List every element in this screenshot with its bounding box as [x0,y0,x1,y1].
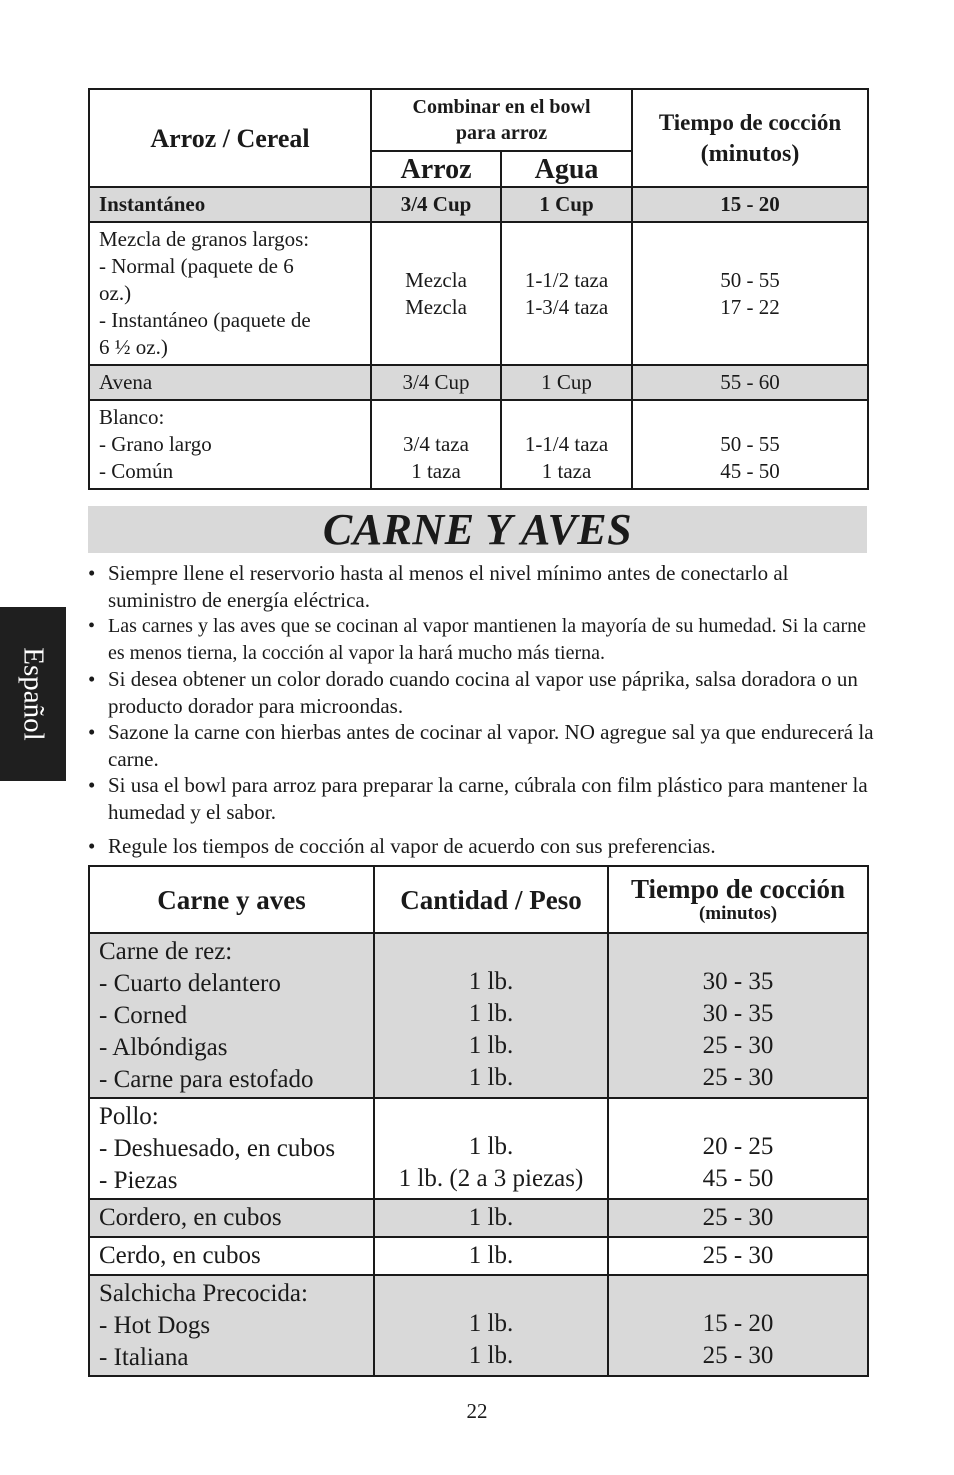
meat-header-time-line2: (minutos) [698,902,778,924]
table-row [89,1098,868,1199]
page-number: 22 [466,1399,488,1423]
rice-cell-rice: 3/4 taza 1 taza [371,400,501,489]
table-row [89,1199,868,1237]
rice-header-time-line2: (minutos) [700,140,800,167]
meat-cell-name: Pollo: - Deshuesado, en cubos - Piezas [89,1098,374,1199]
meat-cell-time: 15 - 20 25 - 30 [608,1275,868,1376]
meat-header-time [608,866,868,933]
rice-cell-name: Mezcla de granos largos: - Normal (paquete de 6 oz.) - Instantáneo (paquete de 6 ½ oz.) [89,222,371,365]
meat-cell-name: Cordero, en cubos [89,1199,374,1237]
section-title: CARNE Y AVES [322,505,633,554]
list-item: • Regule los tiempos de cocción al vapor de acuerdo con sus preferencias. [88,833,878,860]
meat-header-time-line1: Tiempo de cocción [631,873,845,904]
rice-cell-water: 1-1/4 taza 1 taza [501,400,632,489]
meat-header-category: Carne y aves [89,866,374,933]
meat-cell-time: 30 - 35 30 - 35 25 - 30 25 - 30 [608,933,868,1098]
rice-cell-water: 1-1/2 taza 1-3/4 taza [501,222,632,365]
list-item: • Las carnes y las aves que se cocinan al vapor mantienen la mayoría de su humedad. Si la carne es menos tierna, la cocción al vapor la hará mucho más tierna. [88,613,878,666]
list-item: • Si desea obtener un color dorado cuando cocina al vapor use páprika, salsa doradora o un producto dorador para microondas. [88,666,878,719]
meat-cell-qty: 1 lb. [374,1237,608,1275]
list-item: • Siempre llene el reservorio hasta al menos el nivel mínimo antes de conectarlo al suministro de energía eléctrica. [88,560,878,613]
rice-header-combine-line2: para arroz [455,122,548,144]
meat-cell-qty: 1 lb. 1 lb. [374,1275,608,1376]
rice-header-rice: Arroz [371,151,501,187]
language-label: Español [17,647,50,741]
rice-cell-time: 50 - 55 45 - 50 [632,400,868,489]
rice-cell-rice: Mezcla Mezcla [371,222,501,365]
rice-cell-time: 50 - 55 17 - 22 [632,222,868,365]
rice-header-category: Arroz / Cereal [89,89,371,187]
language-side-tab [0,607,66,781]
list-item: • Si usa el bowl para arroz para preparar la carne, cúbrala con film plástico para mantener la humedad y el sabor. [88,772,878,825]
table-row [89,933,868,1098]
meat-header-quantity: Cantidad / Peso [374,866,608,933]
rice-cell-name: Avena [89,365,371,400]
rice-cell-name: Blanco: - Grano largo - Común [89,400,371,489]
rice-cell-time: 15 - 20 [632,187,868,222]
meat-poultry-table [88,865,869,1377]
table-row [89,365,868,400]
table-row [89,1237,868,1275]
table-row [89,187,868,222]
rice-header-time [632,89,868,187]
section-banner [88,506,867,553]
meat-cell-qty: 1 lb. 1 lb. 1 lb. 1 lb. [374,933,608,1098]
tips-list [88,560,878,860]
meat-cell-time: 25 - 30 [608,1237,868,1275]
table-row [89,400,868,489]
rice-cell-rice: 3/4 Cup [371,365,501,400]
rice-cell-name: Instantáneo [89,187,371,222]
rice-cell-water: 1 Cup [501,365,632,400]
list-item: • Sazone la carne con hierbas antes de cocinar al vapor. NO agregue sal ya que endurecerá la carne. [88,719,878,772]
table-row [89,222,868,365]
meat-cell-time: 25 - 30 [608,1199,868,1237]
meat-cell-time: 20 - 25 45 - 50 [608,1098,868,1199]
rice-header-time-line1: Tiempo de cocción [658,109,842,135]
meat-cell-name: Salchicha Precocida: - Hot Dogs - Italiana [89,1275,374,1376]
meat-cell-name: Carne de rez: - Cuarto delantero - Corned - Albóndigas - Carne para estofado [89,933,374,1098]
rice-cell-water: 1 Cup [501,187,632,222]
rice-header-combine [371,89,632,151]
meat-cell-qty: 1 lb. 1 lb. (2 a 3 piezas) [374,1098,608,1199]
meat-cell-qty: 1 lb. [374,1199,608,1237]
rice-cereal-table [88,88,869,490]
rice-header-combine-line1: Combinar en el bowl [412,96,591,118]
rice-header-water: Agua [501,151,632,187]
table-row [89,1275,868,1376]
meat-cell-name: Cerdo, en cubos [89,1237,374,1275]
rice-cell-time: 55 - 60 [632,365,868,400]
rice-cell-rice: 3/4 Cup [371,187,501,222]
